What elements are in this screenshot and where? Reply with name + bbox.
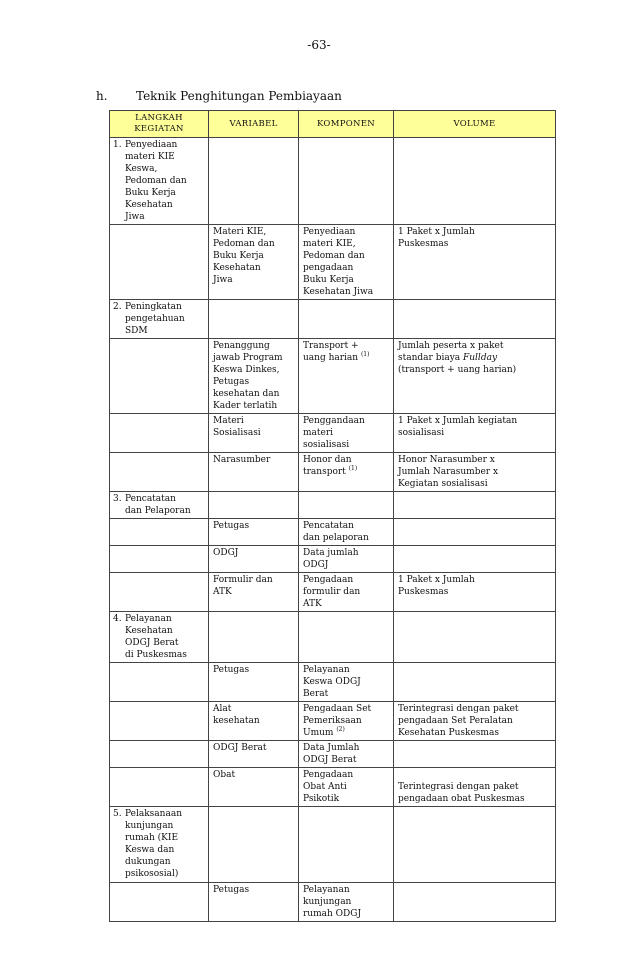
volume-cell [394,519,556,546]
volume-cell: Honor Narasumber x Jumlah Narasumber x Kegiatan sosialisasi [394,453,556,492]
variabel-cell: Petugas [209,519,299,546]
section-heading [96,89,342,103]
variabel-cell: Alat kesehatan [209,702,299,741]
header-langkah-kegiatan: LANGKAH KEGIATAN [110,111,209,138]
table-row [110,453,556,492]
komponen-cell: Penggandaan materi sosialisasi [299,414,394,453]
table-row [110,492,556,519]
variabel-cell: ODGJ Berat [209,741,299,768]
volume-cell: Terintegrasi dengan paket pengadaan obat Puskesmas [394,768,556,807]
table-row [110,573,556,612]
volume-cell: Terintegrasi dengan paket pengadaan Set Peralatan Kesehatan Puskesmas [394,702,556,741]
variabel-cell: Petugas [209,663,299,702]
volume-cell: Jumlah peserta x paket standar biaya Fullday (transport + uang harian) [394,339,556,414]
komponen-cell: Data Jumlah ODGJ Berat [299,741,394,768]
table-row [110,519,556,546]
table-row [110,339,556,414]
table-row [110,225,556,300]
activity-cell: 4. Pelayanan Kesehatan ODGJ Berat di Puskesmas [110,612,209,663]
komponen-cell: Pengadaan Set Pemeriksaan Umum $^{(2)}$ [299,702,394,741]
table-header-row [110,111,556,138]
komponen-cell: Data jumlah ODGJ [299,546,394,573]
table-row [110,768,556,807]
activity-cell: 2. Peningkatan pengetahuan SDM [110,300,209,339]
volume-cell: 1 Paket x Jumlah Puskesmas [394,573,556,612]
activity-cell: 3. Pencatatan dan Pelaporan [110,492,209,519]
volume-cell [394,663,556,702]
komponen-cell: Pencatatan dan pelaporan [299,519,394,546]
komponen-cell: Honor dan transport $^{(1)}$ [299,453,394,492]
activity-cell: 5. Pelaksanaan kunjungan rumah (KIE Keswa dan dukungan psikososial) [110,807,209,883]
variabel-cell: Penanggung jawab Program Keswa Dinkes, Petugas kesehatan dan Kader terlatih [209,339,299,414]
komponen-cell: Pelayanan kunjungan rumah ODGJ [299,883,394,922]
komponen-cell: Pengadaan Obat Anti Psikotik [299,768,394,807]
header-komponen: KOMPONEN [299,111,394,138]
table-row [110,300,556,339]
header-volume: VOLUME [394,111,556,138]
volume-cell [394,741,556,768]
section-letter: h. [96,89,108,103]
header-variabel: VARIABEL [209,111,299,138]
page-number: -63- [307,38,331,52]
komponen-cell: Pelayanan Keswa ODGJ Berat [299,663,394,702]
activity-cell: 1. Penyediaan materi KIE Keswa, Pedoman dan Buku Kerja Kesehatan Jiwa [110,138,209,225]
table-row [110,702,556,741]
cost-calculation-table [109,110,556,922]
table-row [110,883,556,922]
volume-cell: 1 Paket x Jumlah Puskesmas [394,225,556,300]
variabel-cell: Materi Sosialisasi [209,414,299,453]
variabel-cell: Narasumber [209,453,299,492]
variabel-cell: Obat [209,768,299,807]
section-title: Teknik Penghitungan Pembiayaan [136,89,342,103]
volume-cell [394,546,556,573]
table-row [110,612,556,663]
volume-cell [394,883,556,922]
variabel-cell: Formulir dan ATK [209,573,299,612]
table-row [110,414,556,453]
volume-cell: 1 Paket x Jumlah kegiatan sosialisasi [394,414,556,453]
komponen-cell: Pengadaan formulir dan ATK [299,573,394,612]
table-row [110,807,556,883]
table-row [110,741,556,768]
table-row [110,138,556,225]
variabel-cell: ODGJ [209,546,299,573]
table-row [110,546,556,573]
variabel-cell: Materi KIE, Pedoman dan Buku Kerja Kesehatan Jiwa [209,225,299,300]
table-row [110,663,556,702]
komponen-cell: Penyediaan materi KIE, Pedoman dan pengadaan Buku Kerja Kesehatan Jiwa [299,225,394,300]
variabel-cell: Petugas [209,883,299,922]
komponen-cell: Transport + uang harian $^{(1)}$ [299,339,394,414]
